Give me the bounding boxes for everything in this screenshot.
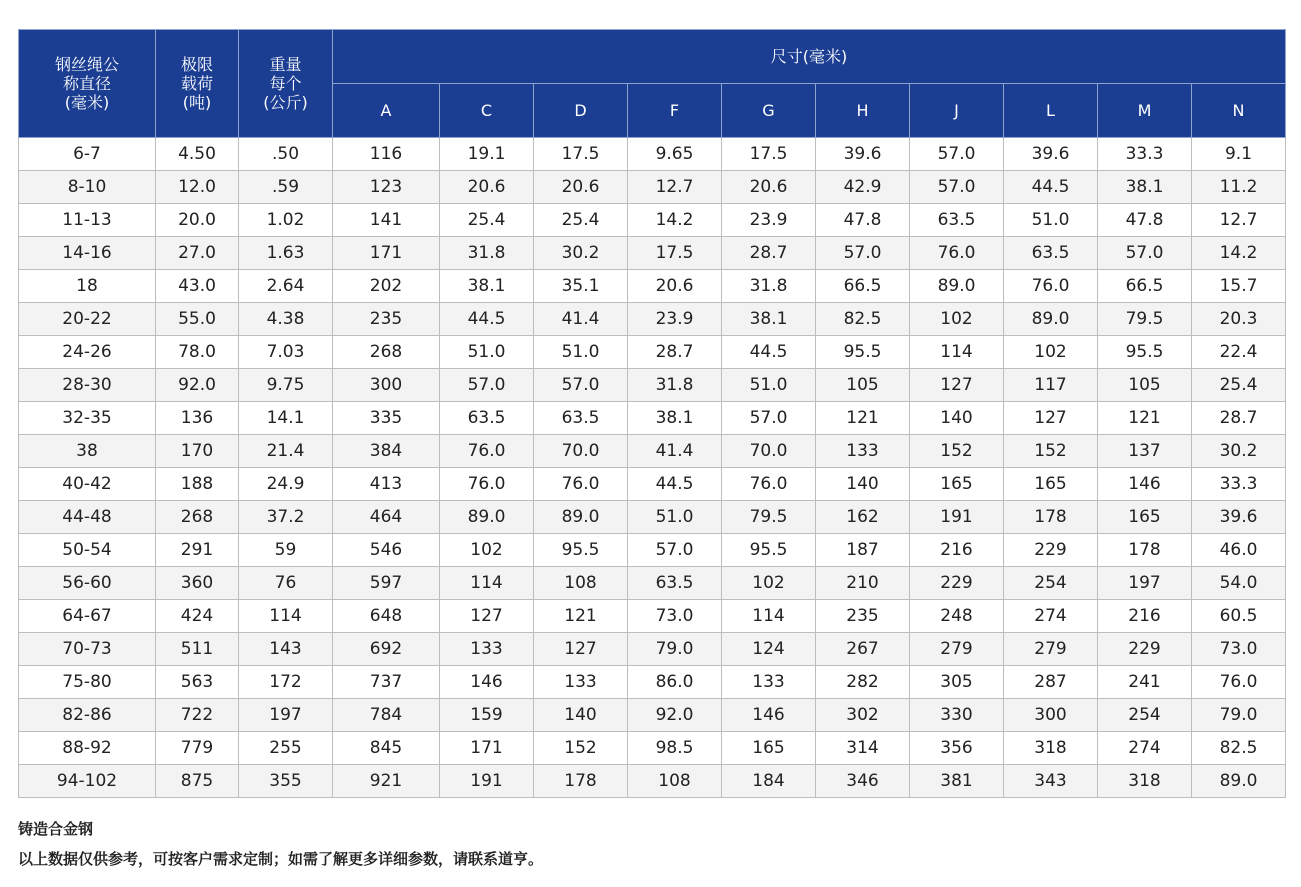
table-row (19, 237, 1286, 270)
table-cell: 38.1 (440, 270, 534, 303)
table-cell: 73.0 (1192, 633, 1286, 666)
table-cell: 152 (910, 435, 1004, 468)
table-cell: 356 (910, 732, 1004, 765)
table-cell: 146 (1098, 468, 1192, 501)
table-cell: 70.0 (534, 435, 628, 468)
table-cell: 51.0 (534, 336, 628, 369)
table-cell: 875 (156, 765, 239, 798)
table-cell: 105 (816, 369, 910, 402)
table-cell: 648 (333, 600, 440, 633)
disclaimer-note: 以上数据仅供参考，可按客户需求定制；如需了解更多详细参数，请联系道亨。 (18, 850, 544, 868)
table-cell: 95.5 (1098, 336, 1192, 369)
table-cell: 86.0 (628, 666, 722, 699)
table-cell: 384 (333, 435, 440, 468)
table-cell: 8-10 (19, 171, 156, 204)
table-cell: 114 (722, 600, 816, 633)
table-cell: 563 (156, 666, 239, 699)
table-cell: 279 (910, 633, 1004, 666)
table-cell: 57.0 (910, 171, 1004, 204)
table-cell: 17.5 (534, 138, 628, 171)
table-cell: 314 (816, 732, 910, 765)
table-cell: 255 (239, 732, 333, 765)
table-cell: 202 (333, 270, 440, 303)
table-cell: 254 (1098, 699, 1192, 732)
table-row (19, 171, 1286, 204)
table-cell: 57.0 (816, 237, 910, 270)
table-cell: 779 (156, 732, 239, 765)
table-cell: 2.64 (239, 270, 333, 303)
header-dim-n: N (1192, 84, 1286, 138)
table-cell: 59 (239, 534, 333, 567)
table-cell: 210 (816, 567, 910, 600)
table-cell: 133 (534, 666, 628, 699)
table-cell: 17.5 (628, 237, 722, 270)
table-cell: 254 (1004, 567, 1098, 600)
table-cell: 102 (440, 534, 534, 567)
table-row (19, 336, 1286, 369)
table-cell: 51.0 (722, 369, 816, 402)
table-cell: 267 (816, 633, 910, 666)
table-cell: 95.5 (534, 534, 628, 567)
table-cell: 37.2 (239, 501, 333, 534)
table-cell: 546 (333, 534, 440, 567)
table-cell: 381 (910, 765, 1004, 798)
table-cell: 14.1 (239, 402, 333, 435)
table-cell: 57.0 (440, 369, 534, 402)
table-cell: 28.7 (722, 237, 816, 270)
table-cell: 268 (156, 501, 239, 534)
table-cell: 76.0 (534, 468, 628, 501)
table-row (19, 765, 1286, 798)
table-cell: 35.1 (534, 270, 628, 303)
table-cell: 33.3 (1098, 138, 1192, 171)
table-cell: 28.7 (1192, 402, 1286, 435)
table-cell: 82.5 (1192, 732, 1286, 765)
table-cell: 318 (1004, 732, 1098, 765)
table-row (19, 534, 1286, 567)
table-cell: 41.4 (534, 303, 628, 336)
table-cell: 123 (333, 171, 440, 204)
table-cell: 57.0 (628, 534, 722, 567)
table-cell: 127 (910, 369, 1004, 402)
table-cell: 282 (816, 666, 910, 699)
table-cell: 12.7 (628, 171, 722, 204)
table-cell: 95.5 (722, 534, 816, 567)
table-cell: 60.5 (1192, 600, 1286, 633)
table-cell: .59 (239, 171, 333, 204)
table-cell: 95.5 (816, 336, 910, 369)
table-cell: 20.6 (722, 171, 816, 204)
table-row (19, 666, 1286, 699)
table-cell: 27.0 (156, 237, 239, 270)
table-cell: 11.2 (1192, 171, 1286, 204)
table-cell: 102 (1004, 336, 1098, 369)
table-cell: 102 (722, 567, 816, 600)
table-cell: 18 (19, 270, 156, 303)
table-cell: 141 (333, 204, 440, 237)
table-cell: 722 (156, 699, 239, 732)
table-cell: 28.7 (628, 336, 722, 369)
table-cell: 188 (156, 468, 239, 501)
table-cell: 42.9 (816, 171, 910, 204)
table-row (19, 732, 1286, 765)
table-cell: 305 (910, 666, 1004, 699)
table-cell: 152 (1004, 435, 1098, 468)
table-cell: 41.4 (628, 435, 722, 468)
table-cell: 43.0 (156, 270, 239, 303)
table-row (19, 402, 1286, 435)
table-cell: 133 (816, 435, 910, 468)
header-dim-l: L (1004, 84, 1098, 138)
table-cell: 140 (816, 468, 910, 501)
table-cell: 9.1 (1192, 138, 1286, 171)
table-cell: 165 (722, 732, 816, 765)
table-cell: 63.5 (910, 204, 1004, 237)
table-cell: 20-22 (19, 303, 156, 336)
table-cell: 56-60 (19, 567, 156, 600)
table-cell: 39.6 (1192, 501, 1286, 534)
table-cell: 88-92 (19, 732, 156, 765)
table-cell: 302 (816, 699, 910, 732)
table-cell: 12.0 (156, 171, 239, 204)
table-cell: 39.6 (816, 138, 910, 171)
table-cell: 187 (816, 534, 910, 567)
header-ultimate-load: 极限 载荷 (吨) (156, 30, 239, 138)
header-weight: 重量 每个 (公斤) (239, 30, 333, 138)
table-cell: 108 (628, 765, 722, 798)
table-cell: 197 (239, 699, 333, 732)
table-cell: 76.0 (910, 237, 1004, 270)
table-cell: 32-35 (19, 402, 156, 435)
table-cell: 63.5 (534, 402, 628, 435)
table-cell: 114 (239, 600, 333, 633)
table-cell: 692 (333, 633, 440, 666)
table-cell: 171 (440, 732, 534, 765)
table-cell: 235 (333, 303, 440, 336)
table-cell: 89.0 (534, 501, 628, 534)
table-cell: 146 (722, 699, 816, 732)
table-cell: 79.0 (628, 633, 722, 666)
table-cell: 63.5 (628, 567, 722, 600)
table-cell: 70-73 (19, 633, 156, 666)
table-cell: 114 (440, 567, 534, 600)
header-dim-h: H (816, 84, 910, 138)
table-cell: 28-30 (19, 369, 156, 402)
table-cell: 40-42 (19, 468, 156, 501)
table-cell: 291 (156, 534, 239, 567)
table-cell: 197 (1098, 567, 1192, 600)
table-cell: 98.5 (628, 732, 722, 765)
table-cell: 165 (1098, 501, 1192, 534)
table-cell: 335 (333, 402, 440, 435)
table-cell: 300 (333, 369, 440, 402)
table-cell: 47.8 (816, 204, 910, 237)
table-cell: 274 (1098, 732, 1192, 765)
header-dim-j: J (910, 84, 1004, 138)
table-cell: 89.0 (1004, 303, 1098, 336)
table-cell: 57.0 (1098, 237, 1192, 270)
table-cell: 76.0 (1192, 666, 1286, 699)
table-cell: 44.5 (1004, 171, 1098, 204)
table-cell: 47.8 (1098, 204, 1192, 237)
table-cell: 20.6 (440, 171, 534, 204)
table-cell: 274 (1004, 600, 1098, 633)
table-cell: 89.0 (440, 501, 534, 534)
table-row (19, 270, 1286, 303)
table-cell: 92.0 (156, 369, 239, 402)
table-cell: 597 (333, 567, 440, 600)
table-cell: 235 (816, 600, 910, 633)
table-cell: 14.2 (628, 204, 722, 237)
table-cell: 184 (722, 765, 816, 798)
table-cell: 44.5 (722, 336, 816, 369)
table-row (19, 204, 1286, 237)
table-cell: 79.5 (722, 501, 816, 534)
table-cell: 51.0 (628, 501, 722, 534)
table-cell: 31.8 (722, 270, 816, 303)
table-cell: 23.9 (628, 303, 722, 336)
table-cell: 4.50 (156, 138, 239, 171)
table-cell: 17.5 (722, 138, 816, 171)
table-cell: 25.4 (1192, 369, 1286, 402)
table-cell: 165 (1004, 468, 1098, 501)
material-note: 铸造合金钢 (18, 820, 94, 838)
table-cell: 133 (722, 666, 816, 699)
table-cell: 44.5 (440, 303, 534, 336)
table-cell: 54.0 (1192, 567, 1286, 600)
table-cell: 268 (333, 336, 440, 369)
table-cell: 30.2 (1192, 435, 1286, 468)
table-cell: 31.8 (440, 237, 534, 270)
table-cell: 57.0 (534, 369, 628, 402)
table-cell: 14-16 (19, 237, 156, 270)
table-cell: 146 (440, 666, 534, 699)
table-cell: 66.5 (1098, 270, 1192, 303)
table-row (19, 369, 1286, 402)
table-cell: 20.0 (156, 204, 239, 237)
table-cell: 424 (156, 600, 239, 633)
table-row (19, 303, 1286, 336)
table-cell: 38.1 (1098, 171, 1192, 204)
table-cell: 318 (1098, 765, 1192, 798)
table-row (19, 600, 1286, 633)
table-cell: 4.38 (239, 303, 333, 336)
table-cell: 413 (333, 468, 440, 501)
table-cell: 55.0 (156, 303, 239, 336)
table-cell: 114 (910, 336, 1004, 369)
table-cell: 33.3 (1192, 468, 1286, 501)
table-row (19, 501, 1286, 534)
table-cell: 24-26 (19, 336, 156, 369)
table-cell: 82.5 (816, 303, 910, 336)
table-cell: .50 (239, 138, 333, 171)
table-row (19, 699, 1286, 732)
table-cell: 22.4 (1192, 336, 1286, 369)
table-cell: 44.5 (628, 468, 722, 501)
table-cell: 51.0 (1004, 204, 1098, 237)
table-cell: 51.0 (440, 336, 534, 369)
table-cell: 124 (722, 633, 816, 666)
header-dim-m: M (1098, 84, 1192, 138)
table-cell: 137 (1098, 435, 1192, 468)
table-cell: 9.75 (239, 369, 333, 402)
table-cell: 140 (534, 699, 628, 732)
table-cell: 11-13 (19, 204, 156, 237)
table-cell: 229 (1004, 534, 1098, 567)
table-cell: 50-54 (19, 534, 156, 567)
table-cell: 76 (239, 567, 333, 600)
table-cell: 89.0 (1192, 765, 1286, 798)
spec-table (18, 29, 1286, 798)
table-cell: 127 (440, 600, 534, 633)
table-cell: 94-102 (19, 765, 156, 798)
table-cell: 78.0 (156, 336, 239, 369)
table-cell: 127 (534, 633, 628, 666)
table-cell: 102 (910, 303, 1004, 336)
table-cell: 57.0 (722, 402, 816, 435)
header-dim-d: D (534, 84, 628, 138)
table-cell: 76.0 (1004, 270, 1098, 303)
table-cell: 229 (910, 567, 1004, 600)
table-cell: 136 (156, 402, 239, 435)
table-cell: 108 (534, 567, 628, 600)
table-cell: 12.7 (1192, 204, 1286, 237)
header-rope-diameter: 钢丝绳公 称直径 (毫米) (19, 30, 156, 138)
table-cell: 20.3 (1192, 303, 1286, 336)
table-cell: 82-86 (19, 699, 156, 732)
table-cell: 7.03 (239, 336, 333, 369)
table-cell: 784 (333, 699, 440, 732)
table-cell: 737 (333, 666, 440, 699)
table-cell: 140 (910, 402, 1004, 435)
header-dim-f: F (628, 84, 722, 138)
table-cell: 89.0 (910, 270, 1004, 303)
table-cell: 64-67 (19, 600, 156, 633)
table-cell: 46.0 (1192, 534, 1286, 567)
table-cell: 464 (333, 501, 440, 534)
table-cell: 79.5 (1098, 303, 1192, 336)
table-cell: 178 (1004, 501, 1098, 534)
table-cell: 70.0 (722, 435, 816, 468)
table-cell: 921 (333, 765, 440, 798)
header-dim-g: G (722, 84, 816, 138)
table-cell: 75-80 (19, 666, 156, 699)
table-cell: 511 (156, 633, 239, 666)
header-dim-c: C (440, 84, 534, 138)
table-cell: 44-48 (19, 501, 156, 534)
table-cell: 25.4 (534, 204, 628, 237)
header-dim-a: A (333, 84, 440, 138)
table-cell: 191 (910, 501, 1004, 534)
table-cell: 14.2 (1192, 237, 1286, 270)
table-cell: 63.5 (1004, 237, 1098, 270)
table-cell: 73.0 (628, 600, 722, 633)
table-cell: 178 (1098, 534, 1192, 567)
table-cell: 216 (910, 534, 1004, 567)
table-cell: 20.6 (534, 171, 628, 204)
table-cell: 20.6 (628, 270, 722, 303)
table-cell: 63.5 (440, 402, 534, 435)
table-cell: 6-7 (19, 138, 156, 171)
table-cell: 38.1 (722, 303, 816, 336)
table-cell: 152 (534, 732, 628, 765)
table-cell: 241 (1098, 666, 1192, 699)
table-cell: 159 (440, 699, 534, 732)
table-cell: 170 (156, 435, 239, 468)
table-cell: 343 (1004, 765, 1098, 798)
table-cell: 171 (333, 237, 440, 270)
table-cell: 76.0 (722, 468, 816, 501)
table-row (19, 435, 1286, 468)
table-cell: 346 (816, 765, 910, 798)
table-cell: 845 (333, 732, 440, 765)
table-cell: 191 (440, 765, 534, 798)
table-cell: 24.9 (239, 468, 333, 501)
table-cell: 287 (1004, 666, 1098, 699)
table-row (19, 138, 1286, 171)
table-cell: 79.0 (1192, 699, 1286, 732)
table-cell: 121 (1098, 402, 1192, 435)
table-cell: 172 (239, 666, 333, 699)
table-cell: 76.0 (440, 468, 534, 501)
table-cell: 121 (534, 600, 628, 633)
table-cell: 15.7 (1192, 270, 1286, 303)
table-cell: 355 (239, 765, 333, 798)
table-cell: 92.0 (628, 699, 722, 732)
table-cell: 1.02 (239, 204, 333, 237)
table-cell: 178 (534, 765, 628, 798)
table-cell: 330 (910, 699, 1004, 732)
table-cell: 1.63 (239, 237, 333, 270)
table-row (19, 633, 1286, 666)
table-cell: 133 (440, 633, 534, 666)
table-cell: 121 (816, 402, 910, 435)
table-cell: 248 (910, 600, 1004, 633)
table-body (19, 138, 1286, 798)
table-cell: 66.5 (816, 270, 910, 303)
table-cell: 143 (239, 633, 333, 666)
table-cell: 76.0 (440, 435, 534, 468)
table-cell: 21.4 (239, 435, 333, 468)
table-cell: 360 (156, 567, 239, 600)
table-cell: 216 (1098, 600, 1192, 633)
table-cell: 19.1 (440, 138, 534, 171)
table-cell: 38.1 (628, 402, 722, 435)
table-cell: 165 (910, 468, 1004, 501)
table-cell: 162 (816, 501, 910, 534)
table-cell: 9.65 (628, 138, 722, 171)
header-row-top (19, 30, 1286, 84)
table-cell: 39.6 (1004, 138, 1098, 171)
table-row (19, 567, 1286, 600)
table-row (19, 468, 1286, 501)
table-cell: 229 (1098, 633, 1192, 666)
table-cell: 38 (19, 435, 156, 468)
table-cell: 279 (1004, 633, 1098, 666)
table-cell: 117 (1004, 369, 1098, 402)
table-cell: 25.4 (440, 204, 534, 237)
header-dimensions-group: 尺寸(毫米) (333, 30, 1286, 84)
table-cell: 127 (1004, 402, 1098, 435)
table-cell: 23.9 (722, 204, 816, 237)
table-cell: 300 (1004, 699, 1098, 732)
table-cell: 31.8 (628, 369, 722, 402)
table-cell: 116 (333, 138, 440, 171)
table-cell: 57.0 (910, 138, 1004, 171)
table-cell: 105 (1098, 369, 1192, 402)
table-cell: 30.2 (534, 237, 628, 270)
